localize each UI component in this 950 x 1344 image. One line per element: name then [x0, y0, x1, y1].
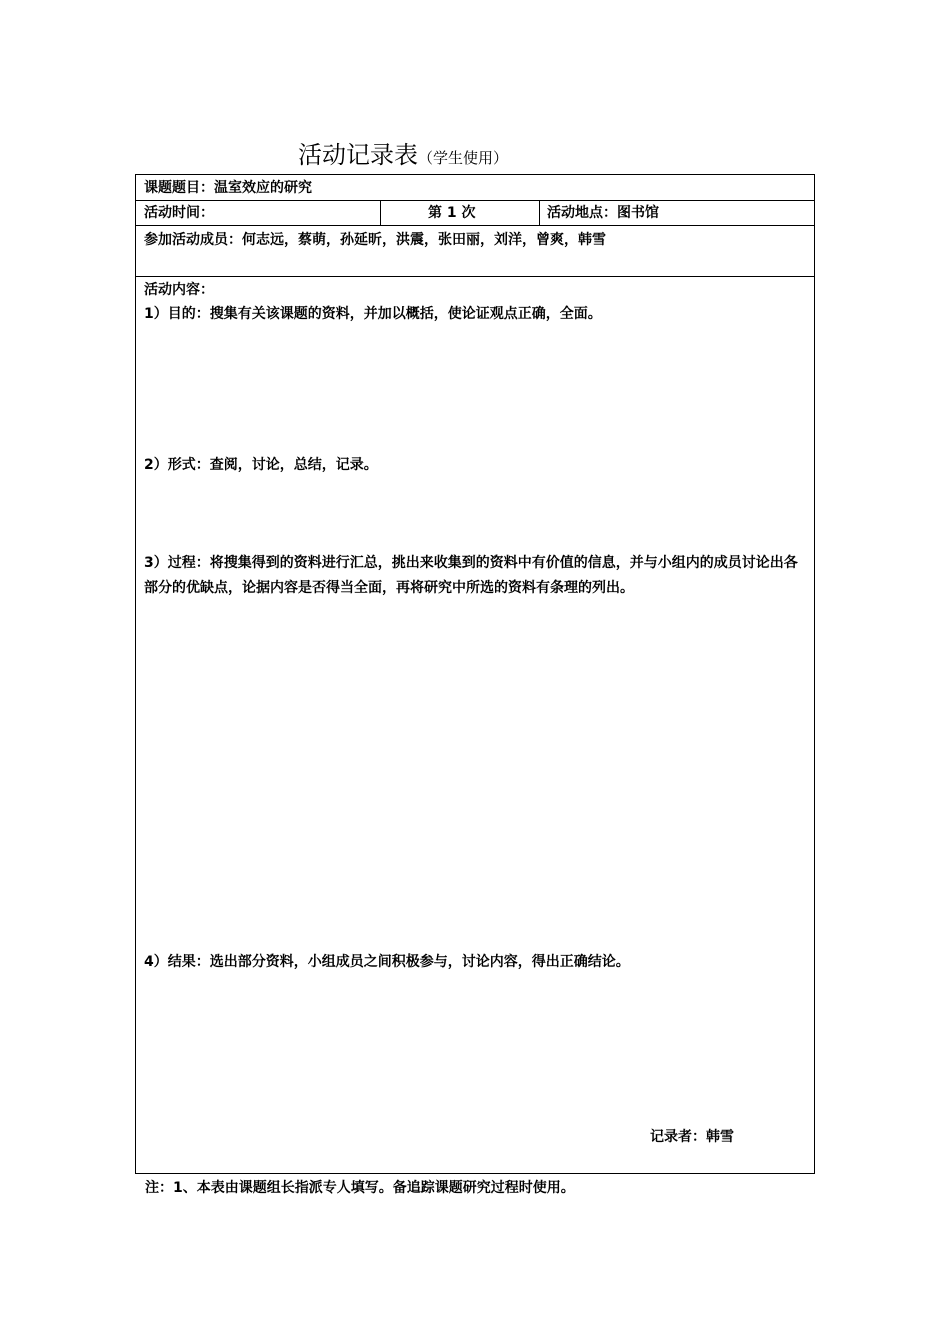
activity-location: 活动地点：图书馆 — [547, 205, 659, 221]
recorder: 记录者：韩雪 — [650, 1129, 734, 1145]
activity-record-table — [135, 174, 815, 1174]
members-field: 参加活动成员：何志远，蔡萌，孙延昕，洪震，张田丽，刘洋，曾爽，韩雪 — [144, 232, 606, 248]
row-divider — [136, 276, 814, 277]
item-process: 3）过程：将搜集得到的资料进行汇总，挑出来收集到的资料中有价值的信息，并与小组内的成员讨论出各部分的优缺点，论据内容是否得当全面，再将研究中所选的资料有条理的列出。 — [144, 555, 798, 596]
row-divider — [136, 200, 814, 201]
session-number: 第 1 次 — [428, 205, 476, 221]
page-title — [298, 135, 508, 170]
column-divider — [539, 200, 540, 225]
footnote: 注：1、本表由课题组长指派专人填写。备追踪课题研究过程时使用。 — [145, 1180, 575, 1196]
title-sub: （学生使用） — [418, 149, 509, 167]
item-purpose: 1）目的：搜集有关该课题的资料，并加以概括，使论证观点正确，全面。 — [144, 306, 602, 322]
activity-time-label: 活动时间： — [144, 205, 214, 221]
topic-field: 课题题目：温室效应的研究 — [144, 180, 312, 196]
item-format: 2）形式：查阅，讨论，总结，记录。 — [144, 457, 378, 473]
column-divider — [380, 200, 381, 225]
row-divider — [136, 225, 814, 226]
content-label: 活动内容： — [144, 282, 214, 298]
title-main: 活动记录表 — [298, 141, 418, 169]
item-result: 4）结果：选出部分资料，小组成员之间积极参与，讨论内容，得出正确结论。 — [144, 954, 630, 970]
